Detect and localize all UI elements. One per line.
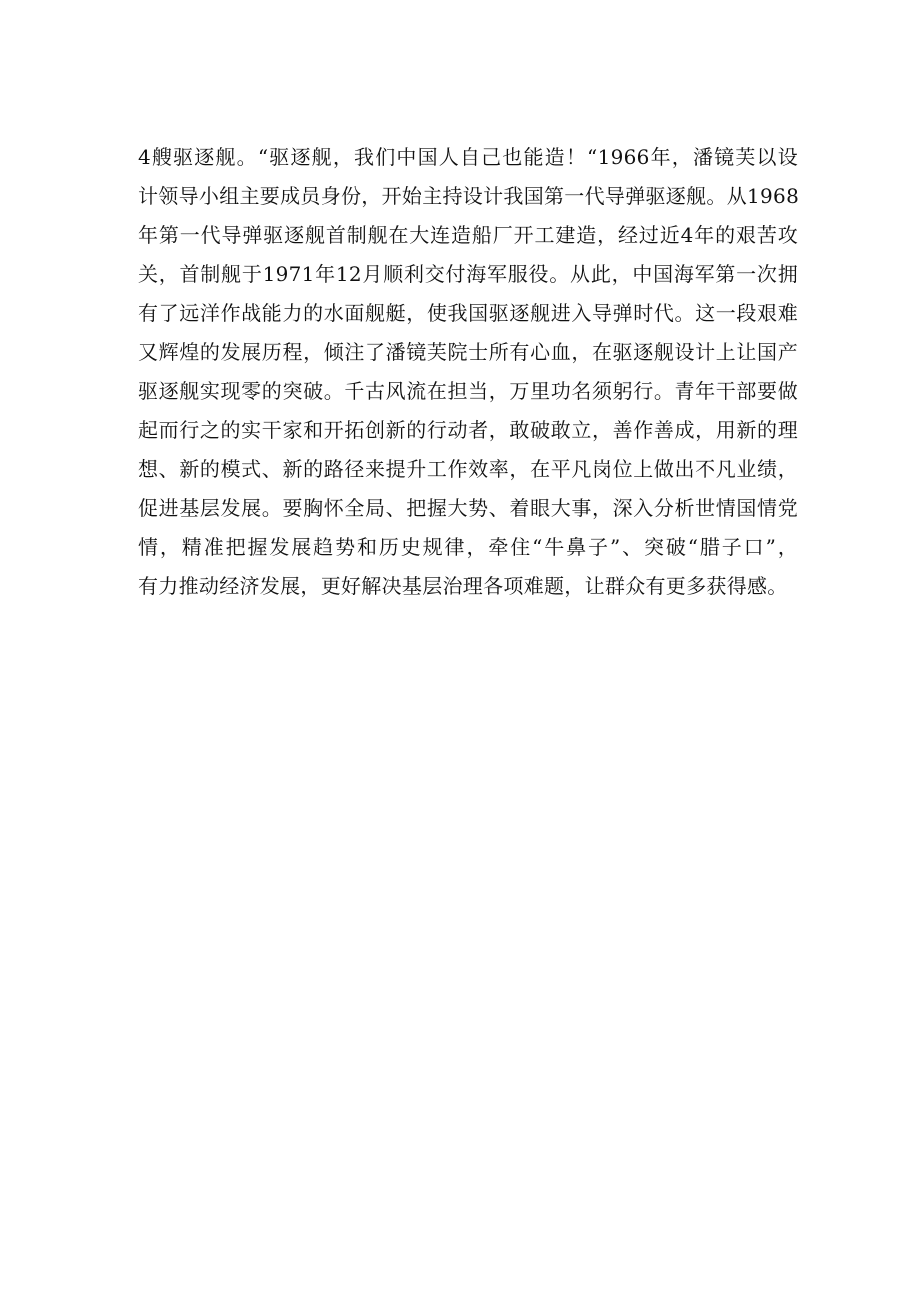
text-line: 驱逐舰实现零的突破。千古风流在担当，万里功名须躬行。青年干部要做	[138, 379, 798, 403]
text-line: 有力推动经济发展，更好解决基层治理各项难题，让群众有更多获得感。	[138, 574, 788, 598]
text-line: 关，首制舰于1971年12月顺利交付海军服役。从此，中国海军第一次拥	[138, 262, 798, 286]
text-line: 起而行之的实干家和开拓创新的行动者，敢破敢立，善作善成，用新的理	[138, 418, 798, 442]
text-line: 又辉煌的发展历程，倾注了潘镜芙院士所有心血，在驱逐舰设计上让国产	[138, 340, 798, 364]
text-line: 计领导小组主要成员身份，开始主持设计我国第一代导弹驱逐舰。从1968	[138, 184, 800, 208]
text-line: 情，精准把握发展趋势和历史规律，牵住“牛鼻子”、突破“腊子口”，	[138, 535, 798, 559]
body-paragraph	[138, 138, 798, 606]
text-line: 有了远洋作战能力的水面舰艇，使我国驱逐舰进入导弹时代。这一段艰难	[138, 301, 798, 325]
text-line: 想、新的模式、新的路径来提升工作效率，在平凡岗位上做出不凡业绩，	[138, 457, 798, 481]
text-line: 促进基层发展。要胸怀全局、把握大势、着眼大事，深入分析世情国情党	[138, 496, 798, 520]
text-line: 年第一代导弹驱逐舰首制舰在大连造船厂开工建造，经过近4年的艰苦攻	[138, 223, 798, 247]
text-line: 4艘驱逐舰。“驱逐舰，我们中国人自己也能造！“1966年，潘镜芙以设	[138, 145, 798, 169]
